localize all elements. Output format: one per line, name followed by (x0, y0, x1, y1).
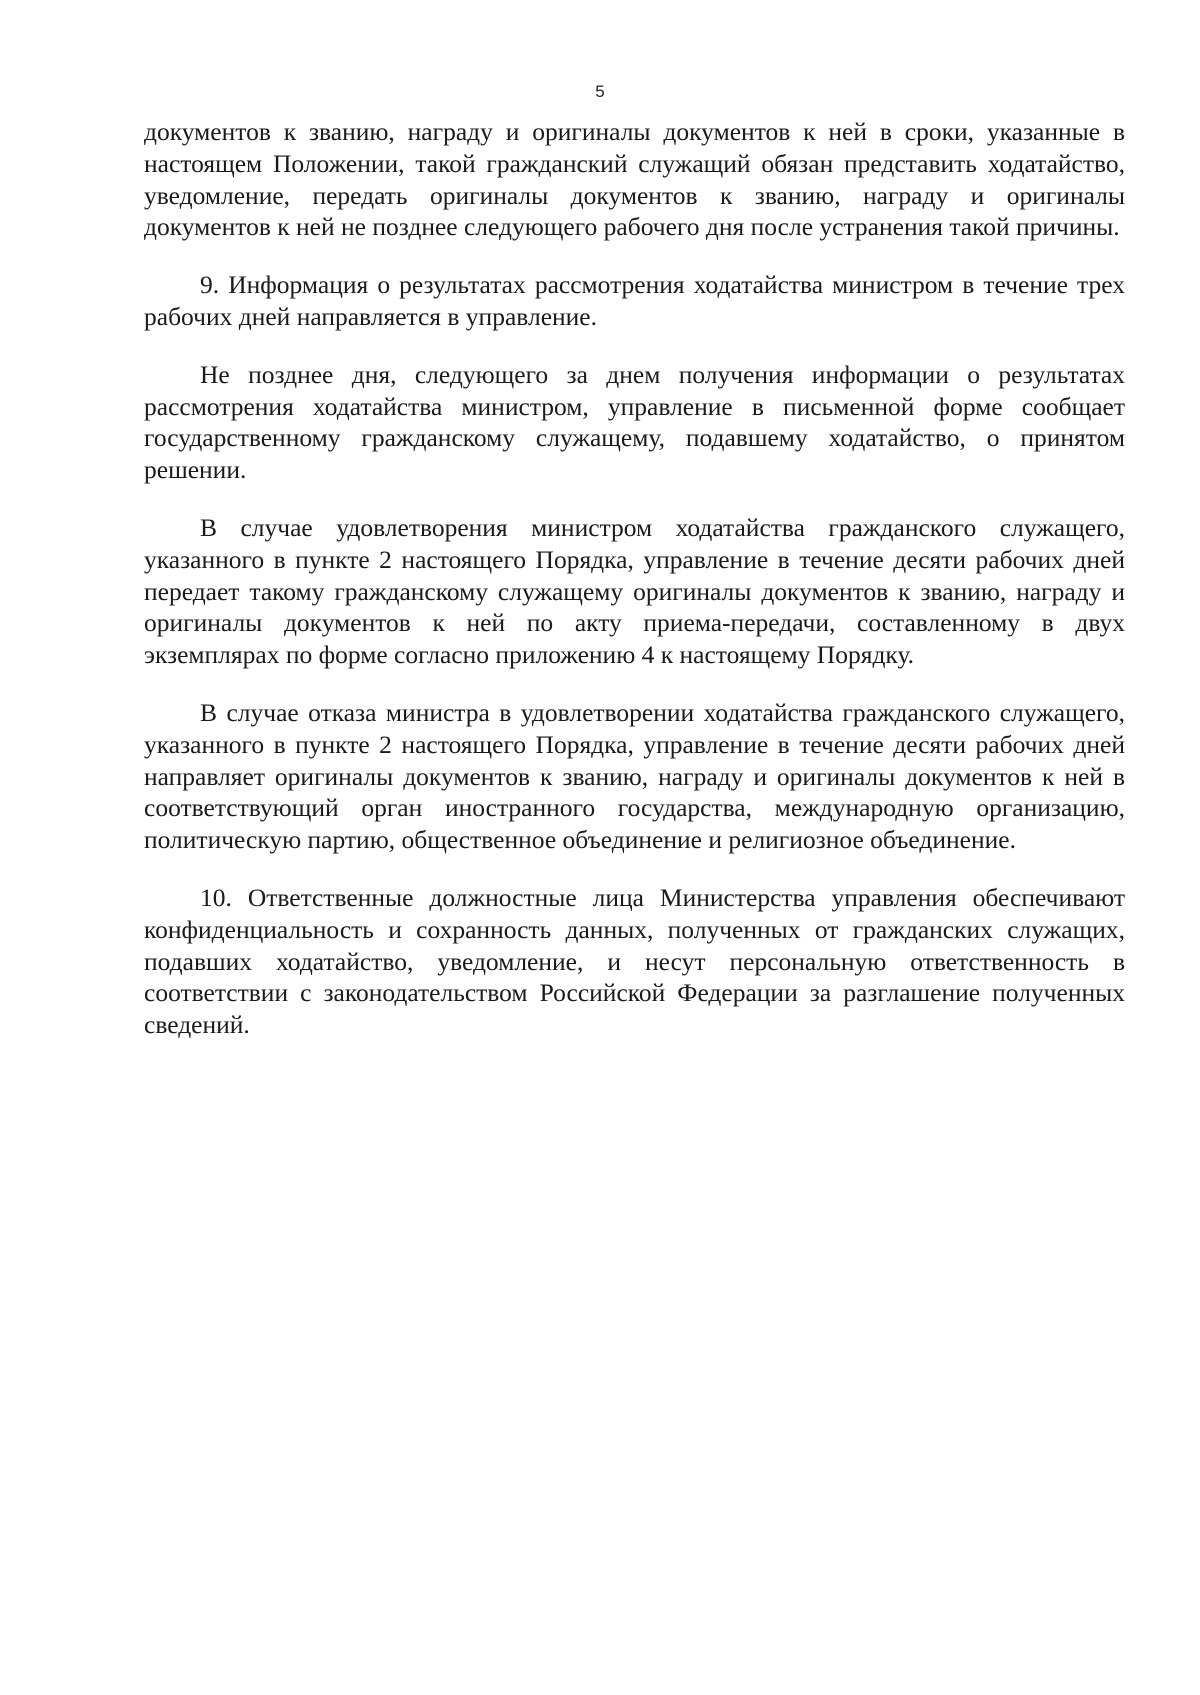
paragraph-refusal: В случае отказа министра в удовлетворении ходатайства гражданского служащего, указанного в пункте 2 настоящего Порядка, управление в течение десяти рабочих дней направляет оригиналы документов к званию, награду и оригиналы документов к ней в соответствующий орган иностранного государства, международную организацию, политическую партию, общественное объединение и религиозное объединение. (144, 697, 1125, 855)
paragraph-item-9: 9. Информация о результатах рассмотрения ходатайства министром в течение трех рабочих дней направляется в управление. (144, 270, 1125, 331)
paragraph-continuation: документов к званию, награду и оригиналы документов к ней в сроки, указанные в настоящем Положении, такой гражданский служащий обязан представить ходатайство, уведомление, передать оригиналы документов к званию, награду и оригиналы документов к ней не позднее следующего рабочего дня после устранения такой причины. (144, 117, 1125, 242)
paragraph-notification: Не позднее дня, следующего за днем получения информации о результатах рассмотрения ходатайства министром, управление в письменной форме сообщает государственному гражданскому служащему, подавшему ходатайство, о принятом решении. (144, 359, 1125, 485)
page-number: 5 (595, 82, 605, 101)
paragraph-approval: В случае удовлетворения министром ходатайства гражданского служащего, указанного в пункте 2 настоящего Порядка, управление в течение десяти рабочих дней передает такому гражданскому служащему оригиналы документов к званию, награду и оригиналы документов к ней по акту приема-передачи, составленному в двух экземплярах по форме согласно приложению 4 к настоящему Порядку. (144, 512, 1125, 670)
paragraph-item-10: 10. Ответственные должностные лица Министерства управления обеспечивают конфиденциальность и сохранность данных, полученных от гражданских служащих, подавших ходатайство, уведомление, и несут персональную ответственность в соответствии с законодательством Российской Федерации за разглашение полученных сведений. (144, 882, 1125, 1040)
document-body (144, 116, 1125, 1067)
